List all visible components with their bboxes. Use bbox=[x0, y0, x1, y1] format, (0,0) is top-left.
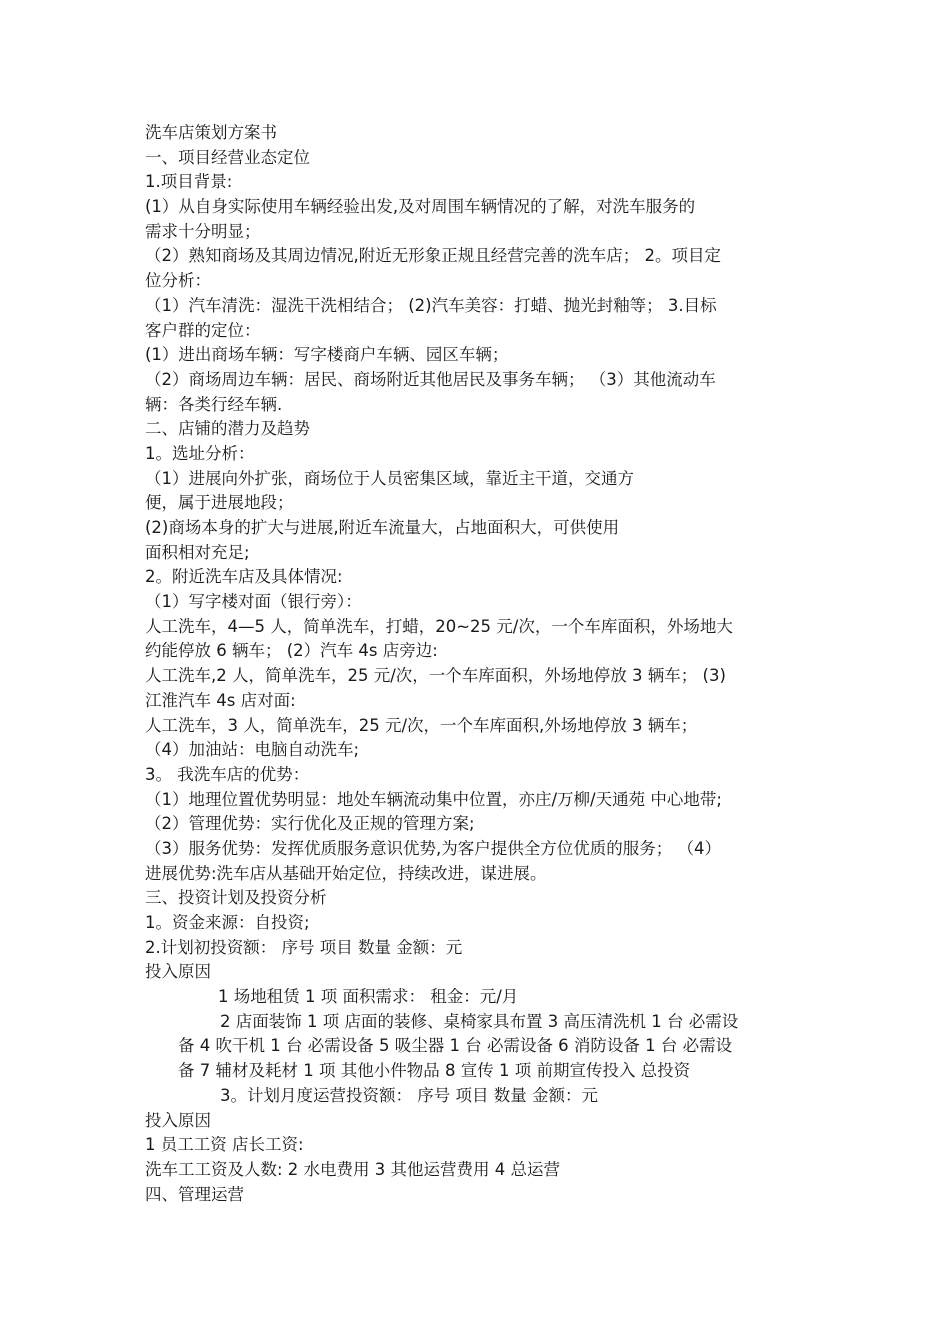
doc-title: 洗车店策划方案书 bbox=[145, 123, 277, 142]
text-line: 3。计划月度运营投资额： 序号 项目 数量 金额：元 bbox=[220, 1085, 598, 1105]
text-line: (2)商场本身的扩大与进展,附近车流量大，占地面积大，可供使用 bbox=[145, 518, 620, 537]
text-line: 便，属于进展地段； bbox=[145, 493, 294, 513]
text-line: 客户群的定位： bbox=[145, 320, 261, 340]
text-line: （4）加油站：电脑自动洗车; bbox=[145, 740, 360, 760]
text-line: 1 场地租赁 1 项 面积需求： 租金：元/月 bbox=[218, 987, 519, 1007]
text-line: 位分析： bbox=[145, 271, 211, 291]
text-line: 人工洗车，4—5 人，简单洗车，打蜡，20~25 元/次，一个车库面积，外场地大 bbox=[145, 616, 733, 636]
text-line: 2 店面装饰 1 项 店面的装修、桌椅家具布置 3 高压清洗机 1 台 必需设 bbox=[220, 1011, 739, 1031]
text-line: 洗车工工资及人数: 2 水电费用 3 其他运营费用 4 总运营 bbox=[145, 1159, 561, 1179]
text-line: （1）汽车清洗：湿洗干洗相结合； (2)汽车美容：打蜡、抛光封釉等； 3.目标 bbox=[145, 295, 717, 315]
text-line: （1）进展向外扩张，商场位于人员密集区域，靠近主干道，交通方 bbox=[145, 468, 634, 488]
section-heading: 四、管理运营 bbox=[145, 1184, 244, 1204]
text-line: 人工洗车，3 人，简单洗车，25 元/次，一个车库面积,外场地停放 3 辆车； bbox=[145, 715, 698, 735]
text-line: 约能停放 6 辆车； (2）汽车 4s 店旁边: bbox=[145, 641, 438, 661]
text-line: 1 员工工资 店长工资: bbox=[145, 1135, 304, 1155]
text-line: （2）管理优势：实行优化及正规的管理方案; bbox=[145, 814, 475, 834]
text-line: 1.项目背景: bbox=[145, 172, 233, 192]
text-line: 投入原因 bbox=[145, 962, 211, 982]
section-heading: 三、投资计划及投资分析 bbox=[145, 888, 327, 908]
text-line: 1。选址分析： bbox=[145, 443, 255, 463]
text-line: （1）地理位置优势明显：地处车辆流动集中位置，亦庄/万柳/天通苑 中心地带; bbox=[145, 789, 722, 809]
text-line: 3。 我洗车店的优势： bbox=[145, 764, 310, 784]
text-line: 人工洗车,2 人，简单洗车，25 元/次，一个车库面积，外场地停放 3 辆车； (3) bbox=[145, 666, 726, 686]
section-heading: 二、店铺的潜力及趋势 bbox=[145, 419, 310, 439]
document-body bbox=[145, 121, 825, 1207]
text-line: 2.计划初投资额： 序号 项目 数量 金额：元 bbox=[145, 937, 463, 957]
text-line: 备 7 辅材及耗材 1 项 其他小件物品 8 宣传 1 项 前期宣传投入 总投资 bbox=[178, 1061, 691, 1081]
text-line: 进展优势:洗车店从基础开始定位，持续改进，谋进展。 bbox=[145, 863, 547, 883]
section-heading: 一、项目经营业态定位 bbox=[145, 147, 310, 167]
text-line: 备 4 吹干机 1 台 必需设备 5 吸尘器 1 台 必需设备 6 消防设备 1 台 必需设 bbox=[178, 1036, 733, 1056]
text-line: 需求十分明显； bbox=[145, 221, 261, 241]
text-line: （2）商场周边车辆：居民、商场附近其他居民及事务车辆； （3）其他流动车 bbox=[145, 369, 716, 389]
text-line: 投入原因 bbox=[145, 1110, 211, 1130]
text-line: （2）熟知商场及其周边情况,附近无形象正规且经营完善的洗车店； 2。项目定 bbox=[145, 246, 721, 266]
text-line: （3）服务优势：发挥优质服务意识优势,为客户提供全方位优质的服务； （4） bbox=[145, 838, 721, 858]
text-line: 江淮汽车 4s 店对面: bbox=[145, 690, 296, 710]
text-line: (1）从自身实际使用车辆经验出发,及对周围车辆情况的了解，对洗车服务的 bbox=[145, 197, 696, 217]
text-line: 1。资金来源：自投资; bbox=[145, 913, 310, 932]
text-line: (1）进出商场车辆：写字楼商户车辆、园区车辆； bbox=[145, 345, 509, 365]
text-line: 辆：各类行经车辆. bbox=[145, 394, 283, 414]
text-line: 面积相对充足; bbox=[145, 542, 250, 562]
text-line: （1）写字楼对面（银行旁）： bbox=[145, 592, 362, 612]
text-line: 2。附近洗车店及具体情况: bbox=[145, 567, 343, 587]
